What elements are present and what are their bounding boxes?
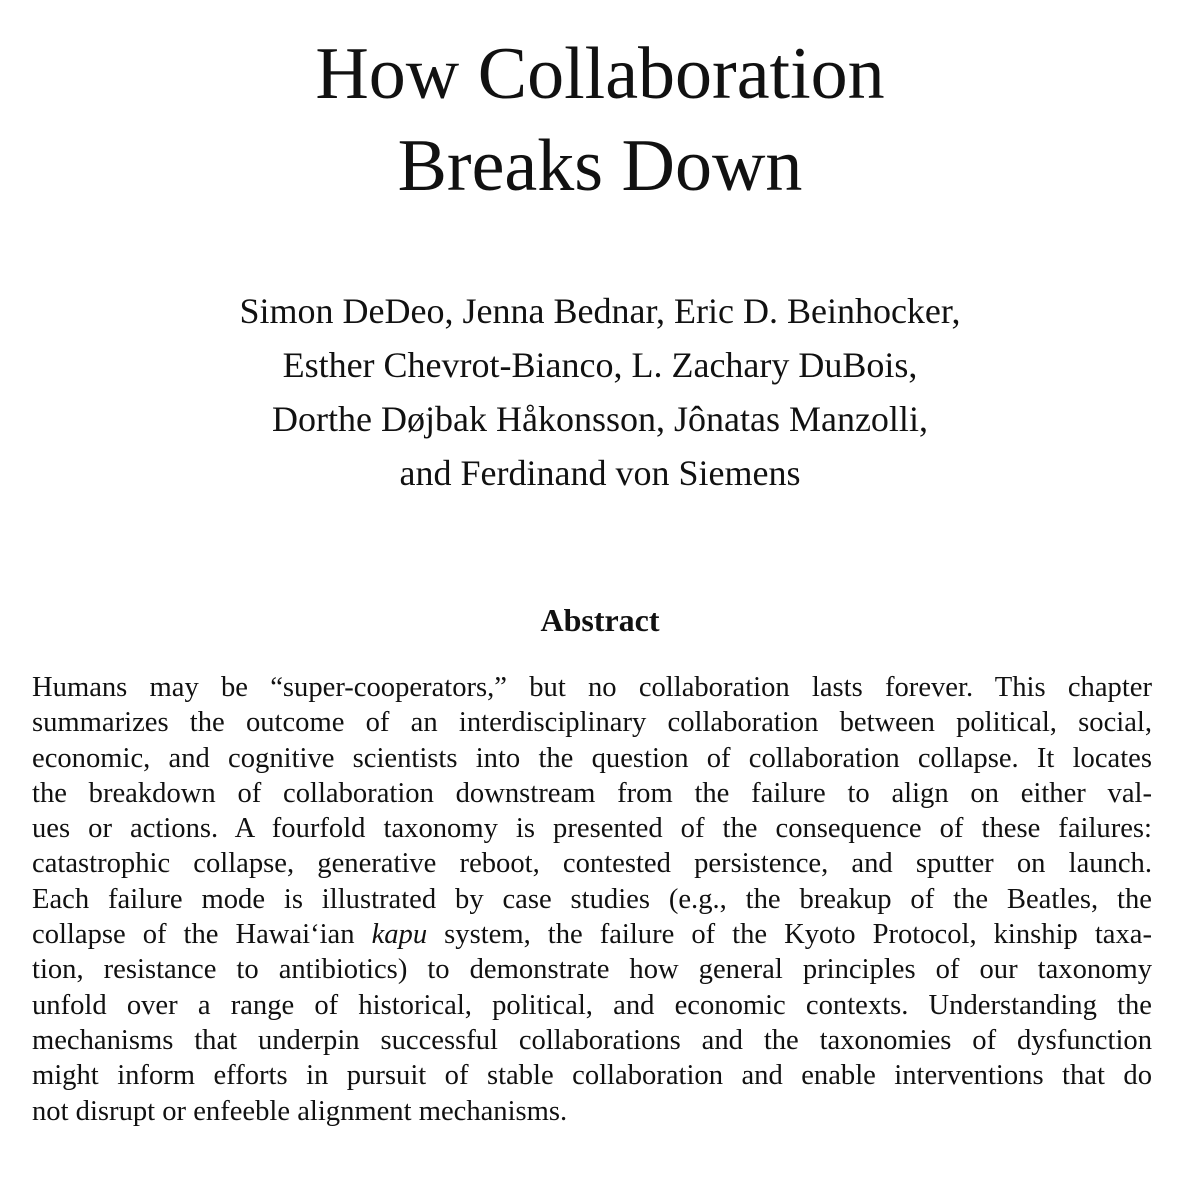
kapu-term: kapu	[371, 919, 428, 951]
paper-title	[0, 28, 1200, 212]
abstract-line: the breakdown of collaboration downstream from the failure to align on either val-	[32, 777, 1152, 809]
author-line-4: and Ferdinand von Siemens	[399, 453, 801, 493]
abstract-line: tion, resistance to antibiotics) to demonstrate how general principles of our taxonomy	[32, 954, 1152, 986]
abstract-line: might inform efforts in pursuit of stable collaboration and enable interventions that do	[32, 1060, 1152, 1092]
author-line-2: Esther Chevrot-Bianco, L. Zachary DuBois,	[282, 345, 918, 385]
abstract-line: mechanisms that underpin successful collaborations and the taxonomies of dysfunction	[32, 1024, 1152, 1056]
author-line-3: Dorthe Døjbak Håkonsson, Jônatas Manzolli,	[272, 399, 928, 439]
abstract-line: Each failure mode is illustrated by case studies (e.g., the breakup of the Beatles, the	[32, 883, 1152, 915]
abstract-heading: Abstract	[540, 602, 660, 638]
abstract-line: not disrupt or enfeeble alignment mechanisms.	[32, 1095, 568, 1127]
paper-title-line-1: How Collaboration	[315, 33, 885, 115]
abstract-line: summarizes the outcome of an interdisciplinary collaboration between political, social,	[32, 707, 1152, 739]
abstract-body	[32, 670, 1152, 1129]
abstract-line	[32, 917, 1152, 952]
abstract-line: economic, and cognitive scientists into the question of collaboration collapse. It locates	[32, 742, 1152, 774]
paper-title-line-2: Breaks Down	[397, 125, 803, 207]
abstract-line: catastrophic collapse, generative reboot, contested persistence, and sputter on launch.	[32, 848, 1152, 880]
author-line-1: Simon DeDeo, Jenna Bednar, Eric D. Beinhocker,	[239, 291, 961, 331]
abstract-line: ues or actions. A fourfold taxonomy is presented of the consequence of these failures:	[32, 813, 1152, 845]
abstract-line-before-italic: collapse of the Hawaiʻian	[32, 919, 372, 951]
abstract-line: unfold over a range of historical, political, and economic contexts. Understanding the	[32, 989, 1152, 1021]
author-list	[0, 284, 1200, 500]
abstract-line: Humans may be “super-cooperators,” but no collaboration lasts forever. This chapter	[32, 672, 1152, 703]
abstract-line-after-italic: system, the failure of the Kyoto Protocol, kinship taxa-	[427, 919, 1152, 951]
